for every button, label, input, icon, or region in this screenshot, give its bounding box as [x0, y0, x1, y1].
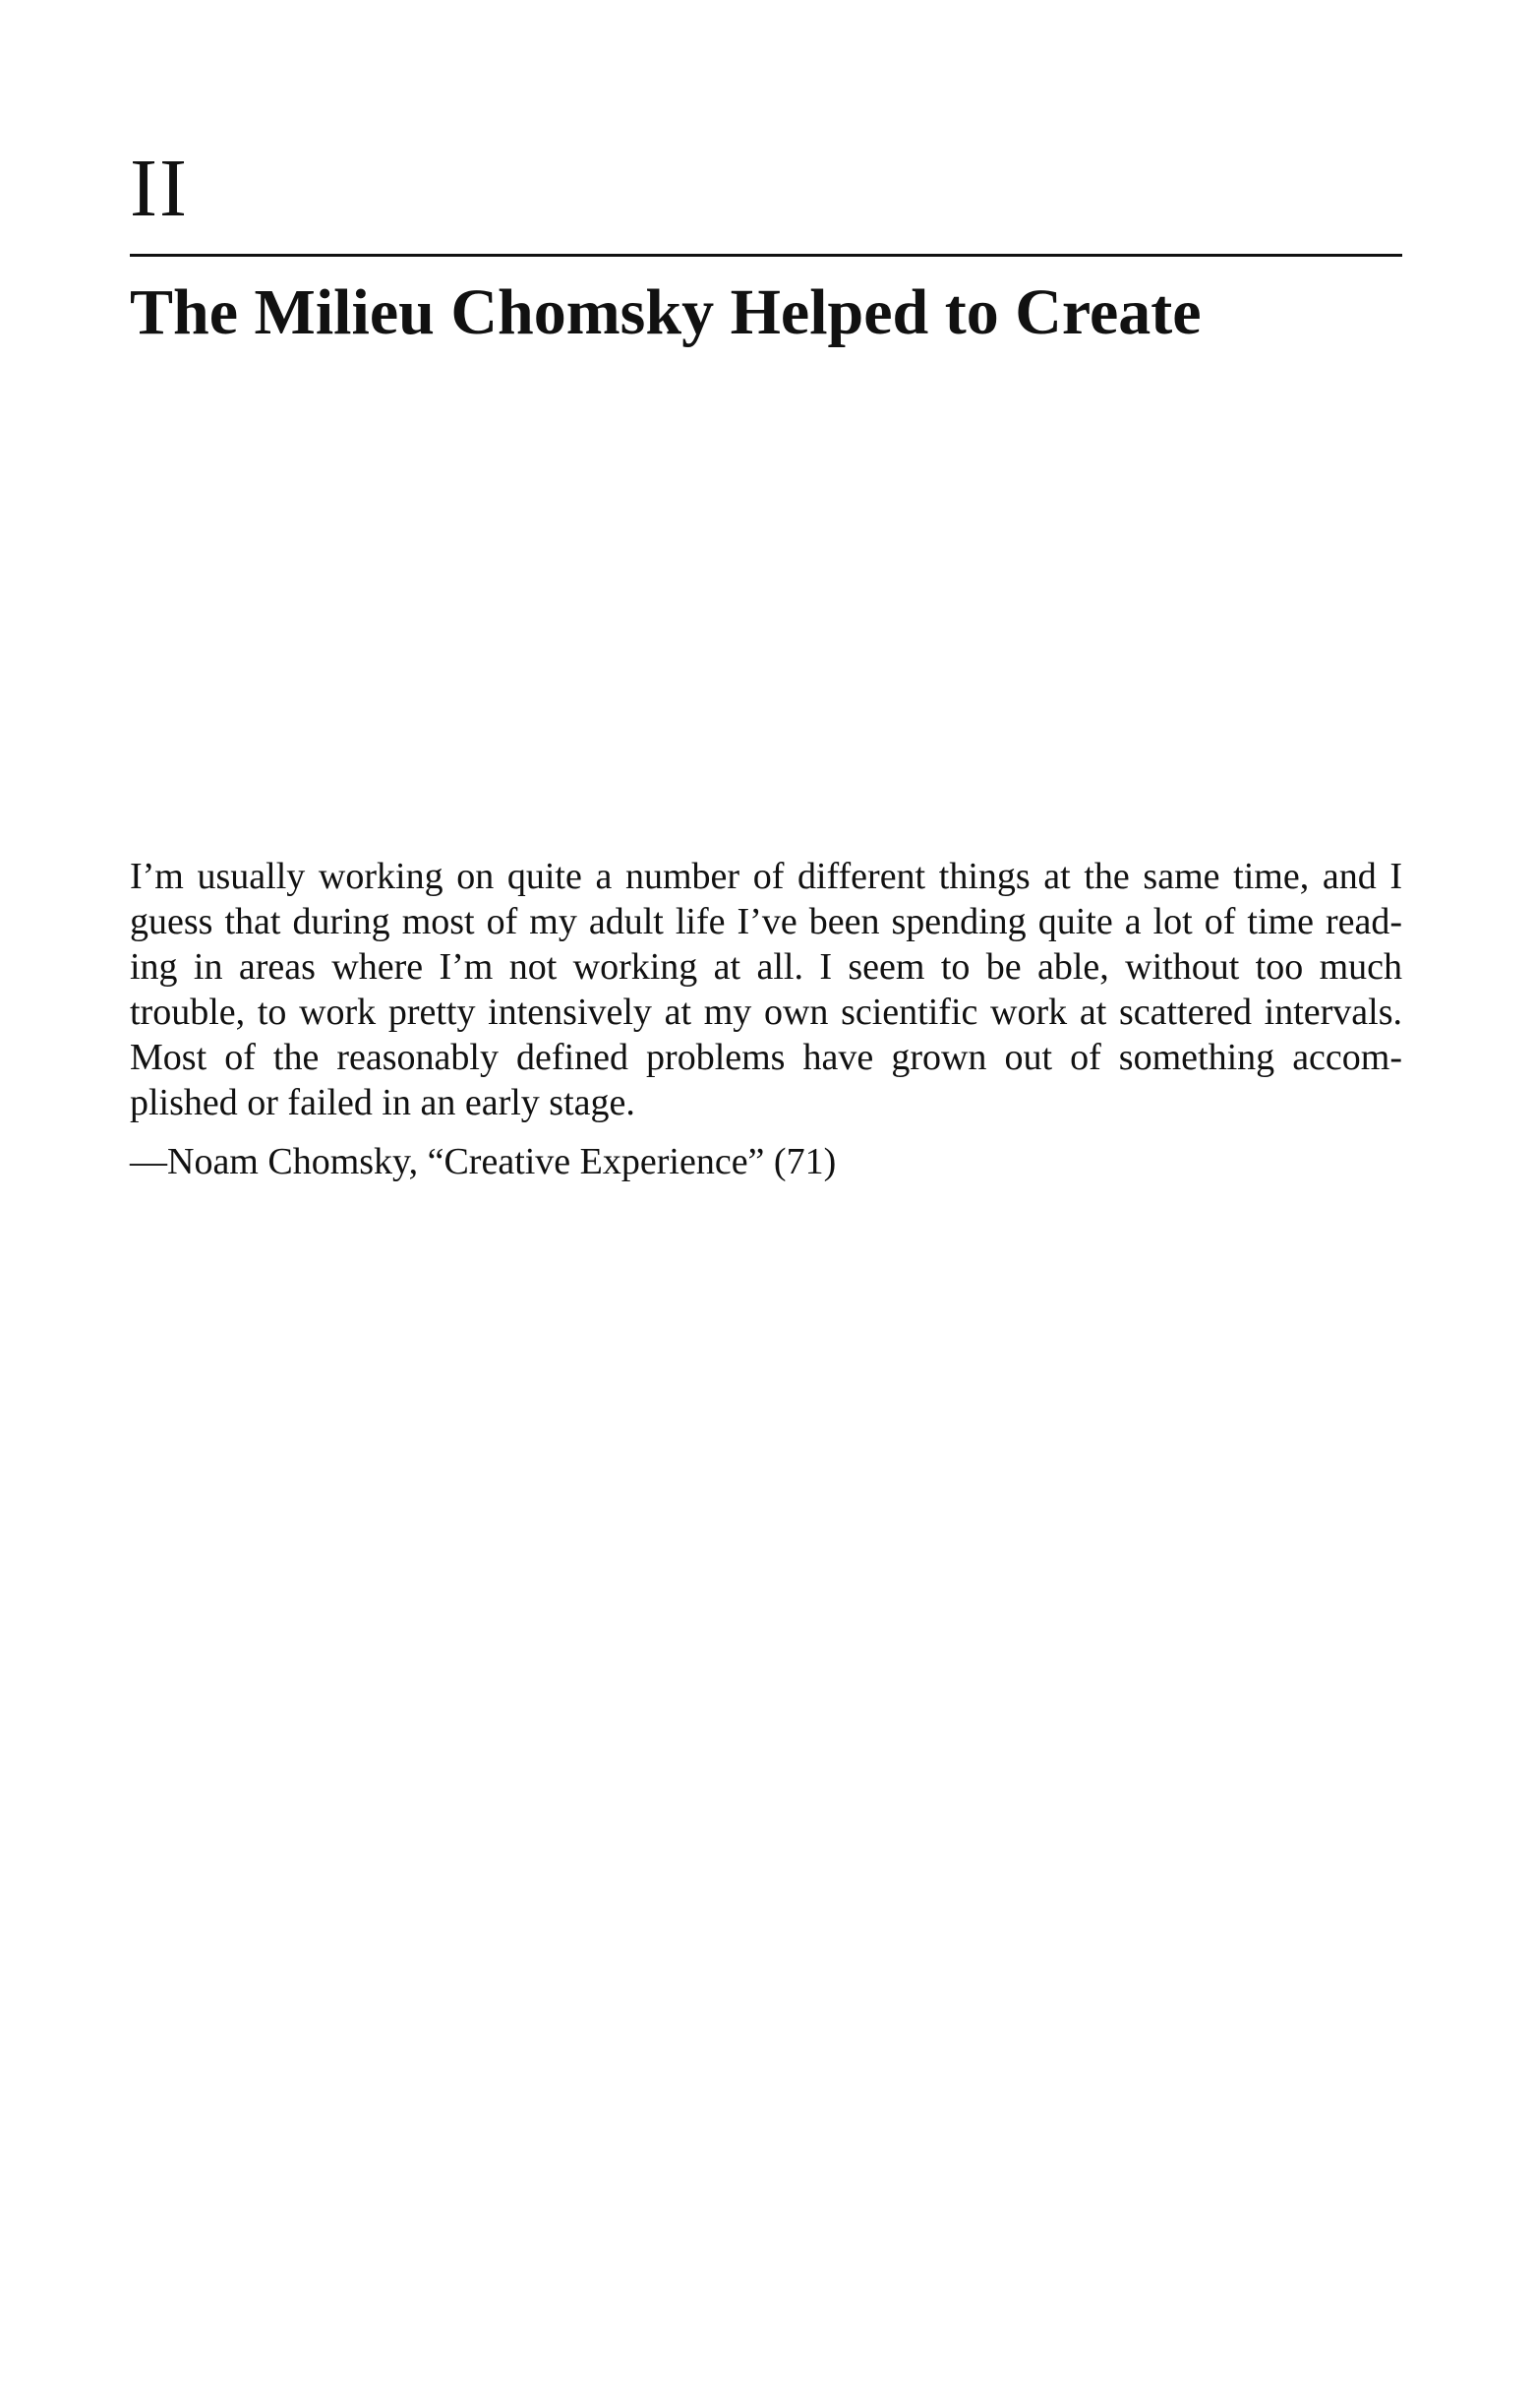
title-rule — [130, 254, 1402, 257]
part-number: II — [130, 143, 189, 234]
epigraph-line: I’m usually working on quite a number of different things at the same time, and I — [130, 856, 1402, 897]
epigraph-line: guess that during most of my adult life I’ve been spending quite a lot of time read- — [130, 901, 1402, 942]
epigraph-line: plished or failed in an early stage. — [130, 1082, 635, 1123]
chapter-title: The Milieu Chomsky Helped to Create — [130, 276, 1202, 348]
epigraph-line: ing in areas where I’m not working at all. I seem to be able, without too much — [130, 946, 1402, 988]
epigraph-line: trouble, to work pretty intensively at my own scientific work at scattered intervals. — [130, 992, 1402, 1033]
epigraph-attribution: —Noam Chomsky, “Creative Experience” (71) — [130, 1141, 837, 1182]
epigraph — [130, 854, 1402, 1184]
epigraph-line: Most of the reasonably defined problems have grown out of something accom- — [130, 1037, 1402, 1078]
